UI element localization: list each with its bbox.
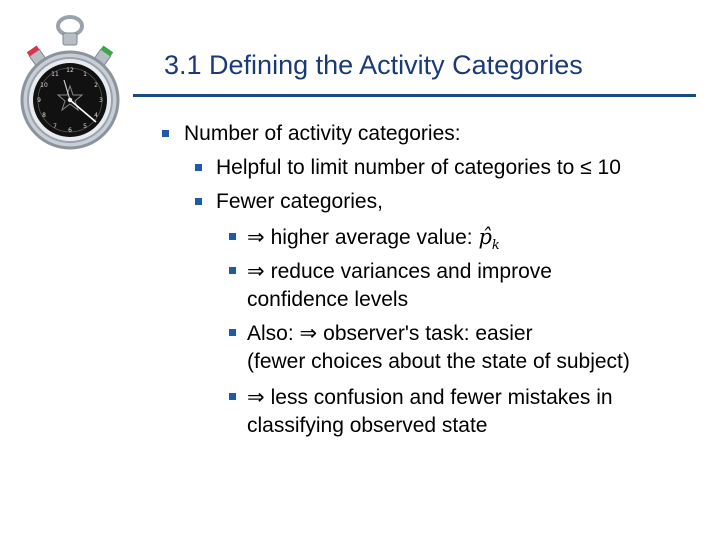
bullet-item [247, 383, 613, 440]
implies-symbol: ⇒ [299, 321, 318, 345]
bullet-marker [229, 393, 236, 400]
bullet-prefix: Also: [247, 322, 294, 345]
bullet-item [216, 188, 383, 216]
dial-number: 7 [53, 123, 57, 130]
bullet-item [184, 120, 461, 148]
bullet-text: less confusion and fewer mistakes in [270, 386, 613, 409]
bullet-text: observer's task: easier [323, 322, 533, 345]
dial-number: 3 [99, 97, 103, 104]
dial-number: 4 [94, 112, 98, 119]
bullet-text-continuation: classifying observed state [247, 414, 488, 437]
bullet-item [247, 223, 500, 260]
dial-number: 6 [68, 127, 72, 134]
bullet-item [247, 319, 630, 376]
dial-number: 11 [51, 71, 59, 78]
dial-number: 1 [83, 71, 87, 78]
bullet-text-continuation: (fewer choices about the state of subject) [247, 350, 630, 373]
implies-symbol: ⇒ [247, 259, 265, 283]
bullet-marker [195, 164, 202, 171]
dial-number: 5 [83, 123, 87, 130]
bullet-item [247, 257, 552, 314]
dial-number: 9 [37, 97, 41, 104]
bullet-text: Helpful to limit number of categories to ≤ 10 [216, 156, 621, 179]
slide-title: 3.1 Defining the Activity Categories [164, 50, 583, 80]
bullet-marker [195, 198, 202, 205]
bullet-item [216, 154, 621, 182]
implies-symbol: ⇒ [247, 385, 265, 409]
bullet-text: higher average value: [270, 226, 473, 249]
bullet-text-continuation: confidence levels [247, 288, 409, 311]
dial-number: 2 [94, 82, 98, 89]
dial-number: 12 [66, 67, 74, 74]
bullet-marker [229, 267, 236, 274]
p-hat: p̂ [478, 225, 492, 249]
bullet-text: Number of activity categories: [184, 122, 461, 145]
bullet-marker [229, 233, 236, 240]
bullet-marker [162, 130, 169, 137]
dial-number: 10 [40, 82, 48, 89]
bullet-text: reduce variances and improve [270, 260, 552, 283]
p-hat-k-symbol [478, 225, 500, 254]
subscript-k: k [491, 238, 500, 254]
bullet-marker [229, 329, 236, 336]
dial-number: 8 [42, 112, 46, 119]
bullet-text: Fewer categories, [216, 190, 383, 213]
implies-symbol: ⇒ [247, 225, 265, 249]
